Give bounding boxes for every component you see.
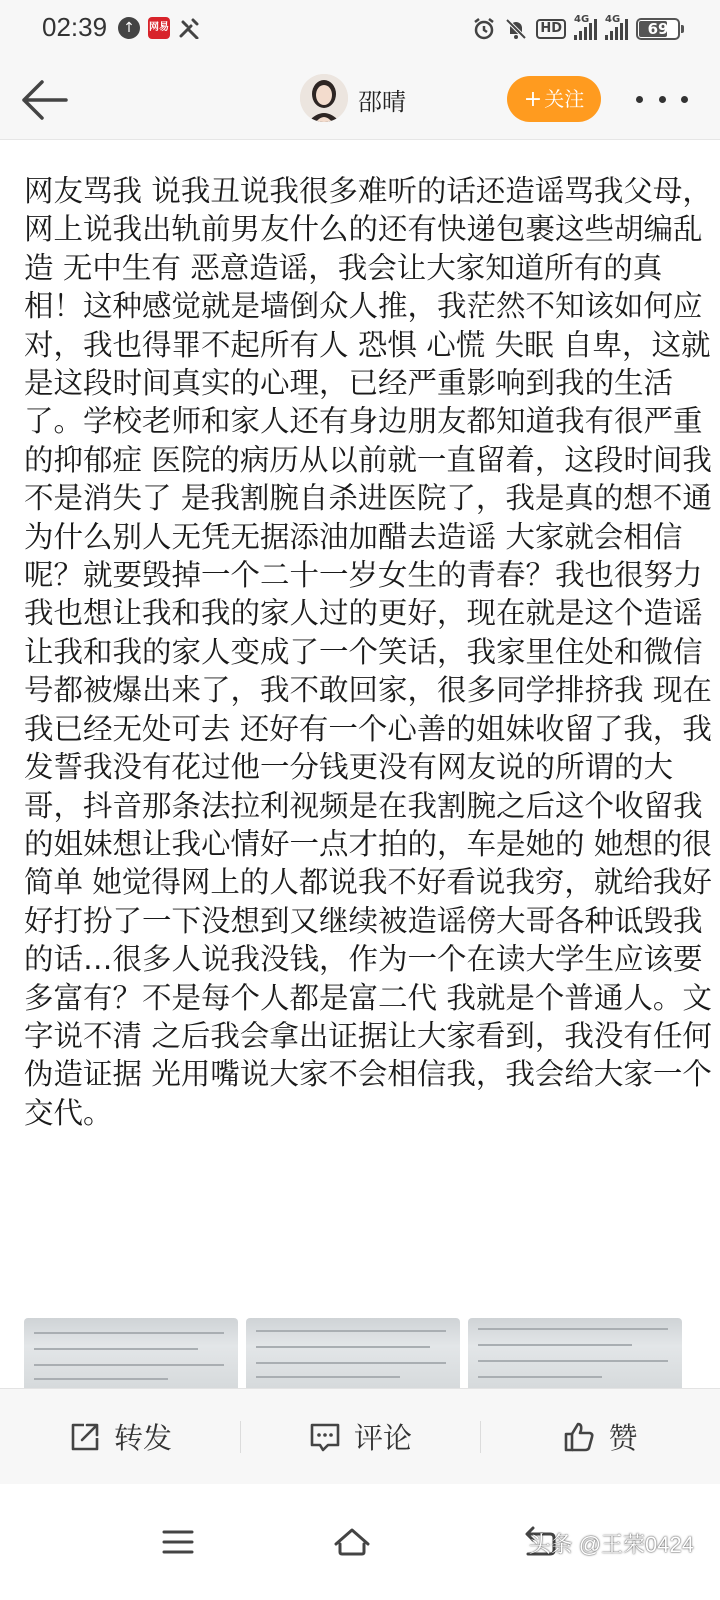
plus-icon: + bbox=[523, 87, 543, 112]
alarm-icon bbox=[472, 17, 496, 41]
mute-bell-icon bbox=[504, 17, 528, 41]
repost-label: 转发 bbox=[113, 1421, 172, 1455]
tools-icon bbox=[178, 17, 202, 39]
more-dots-icon bbox=[659, 96, 666, 103]
system-navigation-bar bbox=[0, 1484, 720, 1600]
status-time: 02:39 bbox=[42, 12, 108, 42]
menu-icon bbox=[158, 1522, 198, 1562]
news-app-icon: 网易 bbox=[148, 17, 170, 39]
comment-label: 评论 bbox=[353, 1421, 412, 1455]
like-label: 赞 bbox=[608, 1421, 638, 1455]
avatar[interactable] bbox=[300, 74, 348, 122]
arrow-left-icon bbox=[16, 74, 72, 126]
upload-icon: ↑ bbox=[118, 17, 140, 39]
menu-button[interactable] bbox=[158, 1522, 198, 1562]
signal-label: 4G bbox=[605, 14, 621, 25]
thumbs-up-icon bbox=[562, 1420, 596, 1454]
more-options-button[interactable] bbox=[636, 84, 688, 114]
more-dots-icon bbox=[636, 96, 643, 103]
repost-button[interactable] bbox=[0, 1389, 240, 1484]
follow-label: 关注 bbox=[544, 87, 585, 111]
signal-icon bbox=[574, 14, 597, 40]
battery-icon bbox=[636, 18, 680, 40]
battery-level: 69 bbox=[647, 20, 669, 38]
comment-button[interactable] bbox=[240, 1389, 480, 1484]
post-image-thumbnail[interactable] bbox=[468, 1318, 682, 1388]
share-icon bbox=[68, 1420, 102, 1454]
home-icon bbox=[332, 1522, 372, 1562]
watermark: 头条 @王荣0424 bbox=[528, 1532, 694, 1557]
more-dots-icon bbox=[681, 96, 688, 103]
comment-icon bbox=[308, 1420, 342, 1454]
home-button[interactable] bbox=[332, 1522, 372, 1562]
signal-icon bbox=[605, 14, 628, 40]
post-action-bar bbox=[0, 1388, 720, 1484]
back-button[interactable] bbox=[16, 74, 72, 126]
post-body-text: 网友骂我 说我丑说我很多难听的话还造谣骂我父母，网上说我出轨前男友什么的还有快递包裹这些胡编乱造 无中生有 恶意造谣，我会让大家知道所有的真相！这种感觉就是墙倒众人推，我茫然不知该如何应对，我也得罪不起所有人 恐惧 心慌 失眠 自卑，这就是这段时间真实的心理，已经严重影响到我的生活了。学校老师和家人还有身边朋友都知道我有很严重的抑郁症 医院的病历从以前就一直留着，这段时间我不是消失了 是我割腕自杀进医院了，我是真的想不通为什么别人无凭无据添油加醋去造谣 大家就会相信呢？就要毁掉一个二十一岁女生的青春？我也很努力 我也想让我和我的家人过的更好，现在就是这个造谣让我和我的家人变成了一个笑话，我家里住处和微信号都被爆出来了，我不敢回家，很多同学排挤我 现在我已经无处可去 还好有一个心善的姐妹收留了我，我发誓我没有花过他一分钱更没有网友说的所谓的大哥，抖音那条法拉利视频是在我割腕之后这个收留我的姐妹想让我心情好一点才拍的，车是她的 她想的很简单 她觉得网上的人都说我不好看说我穷，就给我好好打扮了一下没想到又继续被造谣傍大哥各种诋毁我的话…很多人说我没钱，作为一个在读大学生应该要多富有？不是每个人都是富二代 我就是个普通人。文字说不清 之后我会拿出证据让大家看到，我没有任何伪造证据 光用嘴说大家不会相信我，我会给大家一个交代。 bbox=[24, 174, 712, 1130]
follow-button[interactable] bbox=[507, 76, 601, 122]
post-images bbox=[24, 1318, 684, 1388]
user-name[interactable]: 邵晴 bbox=[358, 88, 406, 116]
status-icons bbox=[472, 14, 680, 44]
post-header bbox=[0, 60, 720, 140]
post-image-thumbnail[interactable] bbox=[24, 1318, 238, 1388]
signal-label: 4G bbox=[574, 14, 590, 25]
post-image-thumbnail[interactable] bbox=[246, 1318, 460, 1388]
like-button[interactable] bbox=[480, 1389, 720, 1484]
status-bar bbox=[0, 0, 720, 60]
hd-icon: HD bbox=[536, 19, 566, 39]
